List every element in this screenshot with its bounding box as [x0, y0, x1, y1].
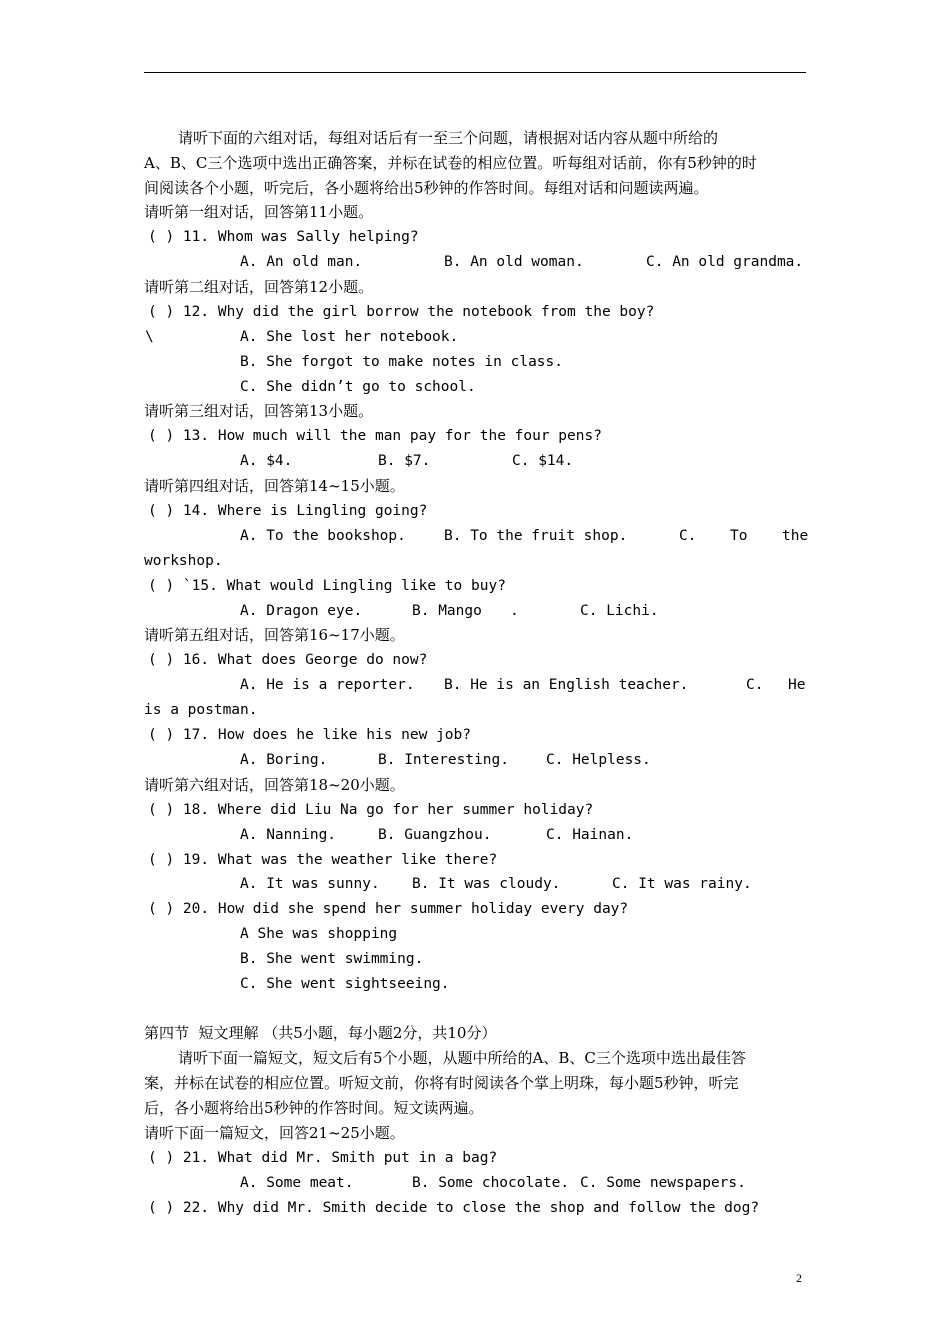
q15-option-c: C. Lichi.	[580, 603, 659, 619]
q14-option-b: B. To the fruit shop.	[444, 528, 628, 544]
q14-option-a: A. To the bookshop.	[240, 528, 406, 544]
q11-option-c: C. An old grandma.	[646, 254, 804, 270]
question-13: ( ) 13. How much will the man pay for the four pens?	[148, 428, 602, 444]
q14-option-c-word2: the	[782, 528, 809, 544]
group-3-heading: 请听第三组对话，回答第13小题。	[144, 402, 374, 420]
q20-option-c: C. She went sightseeing.	[240, 976, 450, 992]
q20-option-b: B. She went swimming.	[240, 951, 424, 967]
q21-option-c: C. Some newspapers.	[580, 1175, 746, 1191]
group-4-heading: 请听第四组对话，回答第14~15小题。	[144, 477, 405, 495]
group-6-heading: 请听第六组对话，回答第18~20小题。	[144, 776, 405, 794]
intro-line-2: A、B、C三个选项中选出正确答案，并标在试卷的相应位置。听每组对话前，你有5秒钟的时	[144, 154, 757, 172]
question-21: ( ) 21. What did Mr. Smith put in a bag?	[148, 1150, 498, 1166]
group-1-heading: 请听第一组对话，回答第11小题。	[144, 203, 374, 221]
question-18: ( ) 18. Where did Liu Na go for her summer holiday?	[148, 802, 594, 818]
q19-option-c: C. It was rainy.	[612, 876, 752, 892]
header-rule	[144, 72, 806, 73]
q21-option-b: B. Some chocolate.	[412, 1175, 570, 1191]
q16-option-a: A. He is a reporter.	[240, 677, 415, 693]
q19-option-a: A. It was sunny.	[240, 876, 380, 892]
q20-option-a: A She was shopping	[240, 926, 398, 942]
q12-option-c: C. She didn’t go to school.	[240, 379, 476, 395]
q13-option-a: A. $4.	[240, 453, 293, 469]
q14-option-c-word1: To	[730, 528, 748, 544]
q11-option-a: A. An old man.	[240, 254, 363, 270]
passage-heading: 请听下面一篇短文，回答21~25小题。	[144, 1124, 405, 1142]
stray-backslash: \	[145, 329, 154, 345]
q18-option-c: C. Hainan.	[546, 827, 634, 843]
q14-option-c-letter: C.	[679, 528, 697, 544]
q18-option-b: B. Guangzhou.	[378, 827, 492, 843]
section-4-intro-3: 后，各小题将给出5秒钟的作答时间。短文读两遍。	[144, 1099, 484, 1117]
q16-option-b: B. He is an English teacher.	[444, 677, 689, 693]
question-14: ( ) 14. Where is Lingling going?	[148, 503, 428, 519]
section-4-heading: 第四节 短文理解 （共5小题，每小题2分，共10分）	[144, 1024, 497, 1042]
q18-option-a: A. Nanning.	[240, 827, 337, 843]
question-15: ( ) `15. What would Lingling like to buy?	[148, 578, 506, 594]
q15-option-b-dot: .	[510, 603, 519, 619]
question-16: ( ) 16. What does George do now?	[148, 652, 428, 668]
q13-option-c: C. $14.	[512, 453, 574, 469]
group-2-heading: 请听第二组对话，回答第12小题。	[144, 278, 374, 296]
page-number: 2	[796, 1271, 802, 1285]
q16-option-c-word: He	[788, 677, 806, 693]
q17-option-a: A. Boring.	[240, 752, 328, 768]
question-12: ( ) 12. Why did the girl borrow the notebook from the boy?	[148, 304, 655, 320]
intro-line-1: 请听下面的六组对话，每组对话后有一至三个问题，请根据对话内容从题中所给的	[178, 129, 719, 147]
q21-option-a: A. Some meat.	[240, 1175, 354, 1191]
q11-option-b: B. An old woman.	[444, 254, 584, 270]
q12-option-a: A. She lost her notebook.	[240, 329, 459, 345]
question-19: ( ) 19. What was the weather like there?	[148, 852, 498, 868]
q12-option-b: B. She forgot to make notes in class.	[240, 354, 564, 370]
section-4-intro-1: 请听下面一篇短文，短文后有5个小题，从题中所给的A、B、C三个选项中选出最佳答	[178, 1049, 746, 1067]
q16-option-c-letter: C.	[746, 677, 764, 693]
q15-option-a: A. Dragon eye.	[240, 603, 363, 619]
question-17: ( ) 17. How does he like his new job?	[148, 727, 472, 743]
q13-option-b: B. $7.	[378, 453, 431, 469]
group-5-heading: 请听第五组对话，回答第16~17小题。	[144, 626, 405, 644]
q17-option-c: C. Helpless.	[546, 752, 651, 768]
question-11: ( ) 11. Whom was Sally helping?	[148, 229, 419, 245]
intro-line-3: 间阅读各个小题，听完后，各小题将给出5秒钟的作答时间。每组对话和问题读两遍。	[144, 179, 709, 197]
q15-option-b: B. Mango	[412, 603, 482, 619]
question-20: ( ) 20. How did she spend her summer holiday every day?	[148, 901, 629, 917]
q14-option-c-wrap: workshop.	[144, 553, 223, 569]
q17-option-b: B. Interesting.	[378, 752, 509, 768]
q16-option-c-wrap: is a postman.	[144, 702, 258, 718]
q19-option-b: B. It was cloudy.	[412, 876, 561, 892]
section-4-intro-2: 案，并标在试卷的相应位置。听短文前，你将有时阅读各个掌上明珠，每小题5秒钟，听完	[144, 1074, 739, 1092]
question-22: ( ) 22. Why did Mr. Smith decide to close the shop and follow the dog?	[148, 1200, 760, 1216]
